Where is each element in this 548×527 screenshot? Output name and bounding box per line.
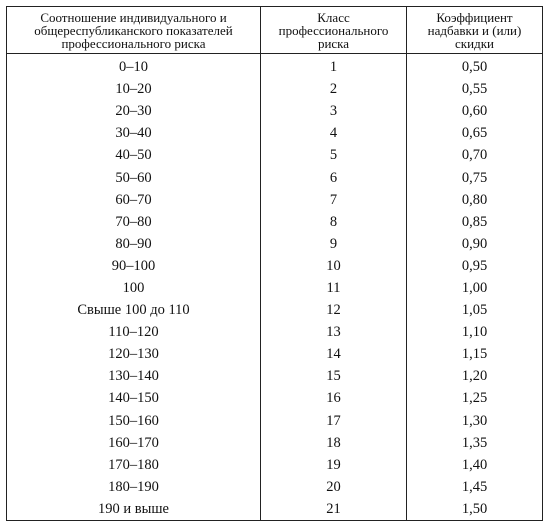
table-row (7, 432, 543, 454)
cell-ratio: 130–140 (7, 365, 261, 387)
table-row (7, 387, 543, 409)
cell-risk-class: 14 (261, 343, 407, 365)
table-row (7, 166, 543, 188)
cell-ratio: 80–90 (7, 233, 261, 255)
cell-risk-class: 1 (261, 54, 407, 79)
cell-risk-class: 16 (261, 387, 407, 409)
cell-coefficient: 1,25 (407, 387, 543, 409)
cell-ratio: 140–150 (7, 387, 261, 409)
cell-coefficient: 0,55 (407, 78, 543, 100)
cell-ratio: Свыше 100 до 110 (7, 299, 261, 321)
cell-coefficient: 1,35 (407, 432, 543, 454)
cell-ratio: 180–190 (7, 476, 261, 498)
header-row (7, 7, 543, 54)
cell-coefficient: 0,50 (407, 54, 543, 79)
cell-coefficient: 1,30 (407, 410, 543, 432)
cell-risk-class: 6 (261, 166, 407, 188)
table-body (7, 54, 543, 521)
table-row (7, 78, 543, 100)
header-ratio: Соотношение индивидуального и общереспубликанского показателей профессионального риска (7, 7, 261, 54)
header-risk-class: Класс профессионального риска (261, 7, 407, 54)
cell-ratio: 0–10 (7, 54, 261, 79)
cell-risk-class: 12 (261, 299, 407, 321)
cell-risk-class: 10 (261, 255, 407, 277)
table-row (7, 144, 543, 166)
table-row (7, 321, 543, 343)
cell-risk-class: 5 (261, 144, 407, 166)
cell-risk-class: 9 (261, 233, 407, 255)
cell-ratio: 170–180 (7, 454, 261, 476)
cell-ratio: 60–70 (7, 189, 261, 211)
cell-coefficient: 1,40 (407, 454, 543, 476)
table-header (7, 7, 543, 54)
cell-ratio: 10–20 (7, 78, 261, 100)
cell-risk-class: 20 (261, 476, 407, 498)
cell-ratio: 70–80 (7, 211, 261, 233)
cell-coefficient: 0,70 (407, 144, 543, 166)
cell-risk-class: 19 (261, 454, 407, 476)
table-row (7, 211, 543, 233)
table-row (7, 277, 543, 299)
cell-ratio: 110–120 (7, 321, 261, 343)
cell-ratio: 150–160 (7, 410, 261, 432)
cell-ratio: 120–130 (7, 343, 261, 365)
cell-ratio: 50–60 (7, 166, 261, 188)
risk-coefficient-table (6, 6, 543, 521)
cell-coefficient: 0,90 (407, 233, 543, 255)
cell-risk-class: 3 (261, 100, 407, 122)
cell-ratio: 190 и выше (7, 498, 261, 521)
cell-risk-class: 7 (261, 189, 407, 211)
cell-ratio: 160–170 (7, 432, 261, 454)
cell-ratio: 100 (7, 277, 261, 299)
table-row (7, 365, 543, 387)
cell-coefficient: 1,50 (407, 498, 543, 521)
table-row (7, 498, 543, 521)
table-row (7, 476, 543, 498)
cell-risk-class: 11 (261, 277, 407, 299)
cell-risk-class: 18 (261, 432, 407, 454)
table-row (7, 343, 543, 365)
header-coefficient: Коэффициент надбавки и (или) скидки (407, 7, 543, 54)
table-row (7, 54, 543, 79)
cell-ratio: 90–100 (7, 255, 261, 277)
cell-ratio: 30–40 (7, 122, 261, 144)
table-row (7, 189, 543, 211)
cell-coefficient: 1,10 (407, 321, 543, 343)
cell-risk-class: 15 (261, 365, 407, 387)
cell-risk-class: 13 (261, 321, 407, 343)
table-row (7, 233, 543, 255)
cell-coefficient: 0,65 (407, 122, 543, 144)
cell-coefficient: 0,95 (407, 255, 543, 277)
cell-ratio: 40–50 (7, 144, 261, 166)
table-row (7, 454, 543, 476)
cell-coefficient: 0,75 (407, 166, 543, 188)
cell-coefficient: 1,45 (407, 476, 543, 498)
cell-coefficient: 1,05 (407, 299, 543, 321)
cell-ratio: 20–30 (7, 100, 261, 122)
cell-coefficient: 1,20 (407, 365, 543, 387)
table-row (7, 100, 543, 122)
cell-coefficient: 1,15 (407, 343, 543, 365)
cell-risk-class: 8 (261, 211, 407, 233)
risk-coefficient-table-wrapper (6, 6, 542, 521)
table-row (7, 299, 543, 321)
cell-coefficient: 0,60 (407, 100, 543, 122)
cell-risk-class: 2 (261, 78, 407, 100)
table-row (7, 410, 543, 432)
cell-risk-class: 21 (261, 498, 407, 521)
cell-coefficient: 1,00 (407, 277, 543, 299)
cell-coefficient: 0,80 (407, 189, 543, 211)
cell-coefficient: 0,85 (407, 211, 543, 233)
cell-risk-class: 17 (261, 410, 407, 432)
table-row (7, 122, 543, 144)
cell-risk-class: 4 (261, 122, 407, 144)
table-row (7, 255, 543, 277)
